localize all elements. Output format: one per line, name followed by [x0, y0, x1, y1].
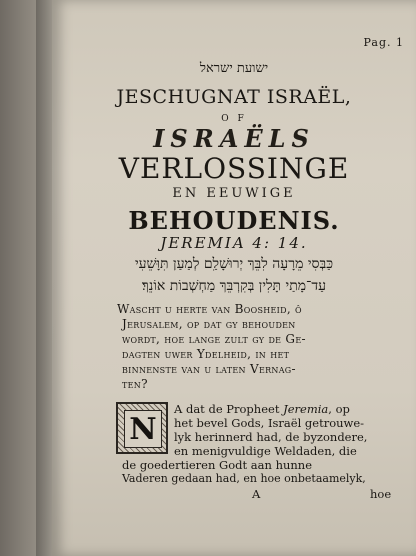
body-line: Vaderen gedaan had, en hoe onbetaamelyk, — [122, 472, 366, 485]
body-line: en menigvuldige Weldaden, die — [174, 444, 357, 458]
title-line-5: BEHOUDENIS. — [128, 206, 340, 235]
catchword: hoe — [370, 487, 392, 501]
initial-letter: N — [124, 410, 162, 448]
title-line-1: JESCHUGNAT ISRAËL, — [116, 86, 352, 108]
hebrew-title: ישועת ישראל — [199, 61, 269, 76]
scripture-reference: JEREMIA 4: 14. — [160, 234, 308, 252]
title-line-4: EN EEUWIGE — [172, 186, 296, 201]
body-line-1-start: A dat de Propheet — [174, 402, 284, 416]
prophet-name: Jeremia — [283, 402, 329, 416]
title-line-3: VERLOSSINGE — [118, 152, 350, 185]
hebrew-verse-line-1: כַּבְּסִי מֵרָעָה לִבֵּךְ יְרוּשָׁלַ͏ִם לְמַעַן תִּוָּשֵׁעִי — [134, 256, 334, 272]
signature-mark: A — [252, 487, 261, 501]
body-line: de goedertieren Godt aan hunne — [122, 458, 313, 472]
translation-line: ten? — [122, 377, 148, 391]
translation-line: Wascht u herte van Boosheid, ô — [117, 302, 302, 316]
translation-line: Jerusalem, op dat gy behouden — [122, 317, 296, 331]
hebrew-verse-line-2: עַד־מָתַי תָּלִין בְּקִרְבֵּךְ מַחְשְׁבוֹת אוֹנֵךְ׃ — [141, 278, 327, 294]
title-of: O F — [221, 114, 247, 124]
body-line: het bevel Gods, Israël getrouwe- — [174, 416, 365, 430]
page-label: Pag. 1 — [363, 36, 404, 49]
translation-line: dagten uwer Ydelheid, in het — [122, 347, 290, 361]
book-page — [52, 0, 416, 556]
translation-line: wordt, hoe lange zult gy de Ge- — [122, 332, 306, 346]
ornamental-initial — [116, 402, 168, 454]
body-line-1-end: , op — [328, 402, 350, 416]
body-line: lyk herinnerd had, de byzondere, — [174, 430, 368, 444]
translation-line: binnenste van u laten Vernag- — [122, 362, 296, 376]
body-line-1 — [174, 402, 350, 416]
title-line-2: ISRAËLS — [153, 124, 315, 153]
